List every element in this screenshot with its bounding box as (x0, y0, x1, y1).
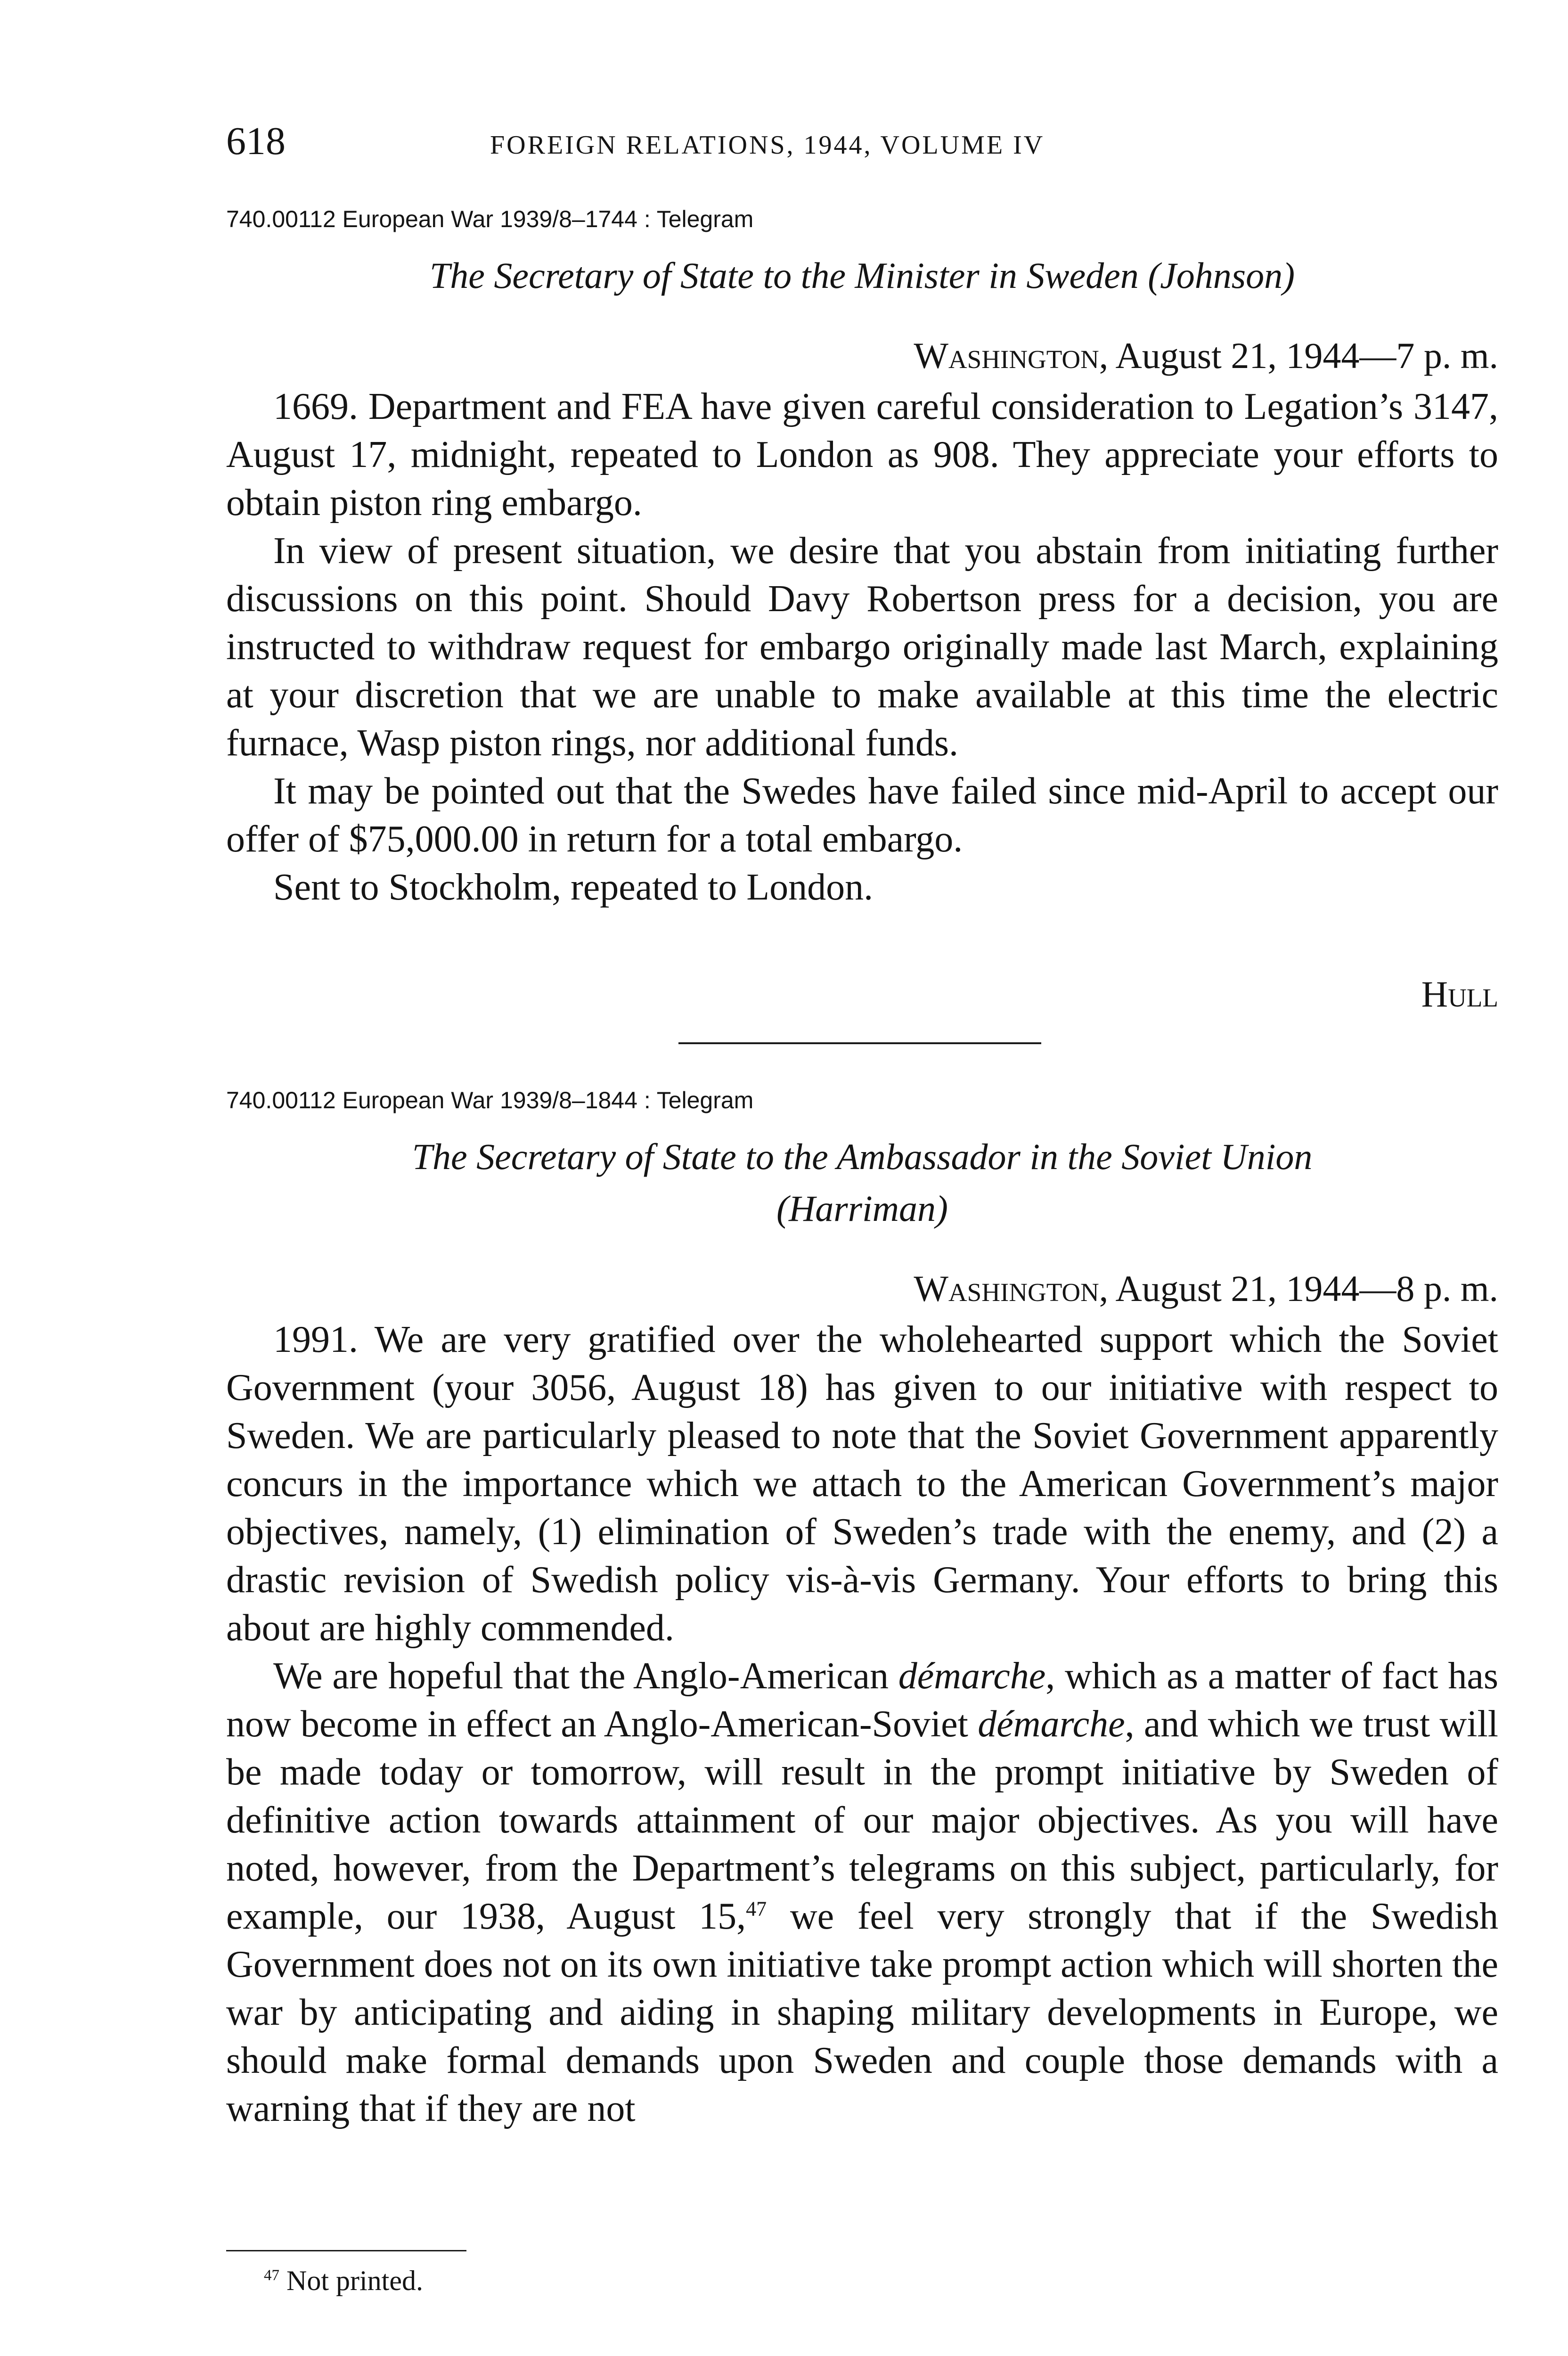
doc2-paragraph-2-part-c: , and which we trust will be made today or tomorrow, will result in the prompt initiative by Sweden of definitive action towards attainment of our major objectives. As you will have noted, however, from the Department’s telegrams on this subject, particularly, for example, our 1938, August 15, (226, 1703, 1498, 1937)
doc2-paragraph-2 (226, 1652, 1498, 2133)
footnote (264, 2262, 423, 2299)
running-title: FOREIGN RELATIONS, 1944, VOLUME IV (490, 131, 1045, 160)
doc2-file-reference: 740.00112 European War 1939/8–1844 : Telegram (226, 1087, 754, 1113)
footnote-reference: 47 (746, 1897, 767, 1921)
doc1-paragraph-4: Sent to Stockholm, repeated to London. (273, 867, 874, 908)
doc2-heading-line-2: (Harriman) (776, 1188, 948, 1229)
doc1-dateline (914, 330, 1498, 382)
page-header (226, 118, 1310, 165)
doc2-dateline-place: Washington (914, 1268, 1099, 1309)
demarche-term: démarche (898, 1655, 1046, 1697)
page-number: 618 (226, 119, 286, 163)
doc1-signature: Hull (1421, 973, 1498, 1014)
demarche-term: démarche (978, 1703, 1125, 1745)
doc2-heading (226, 1131, 1498, 1235)
doc1-paragraph-1: 1669. Department and FEA have given careful consideration to Legation’s 3147, August 17, midnight, repeated to London as 908. They appreciate your efforts to obtain piston ring embargo. (226, 386, 1498, 524)
doc1-dateline-date: , August 21, 1944—7 p. m. (1099, 335, 1498, 376)
section-divider (678, 1042, 1041, 1044)
doc1-file-reference: 740.00112 European War 1939/8–1744 : Telegram (226, 206, 754, 232)
footnote-number: 47 (264, 2267, 279, 2284)
doc2-paragraph-2-part-b: , which as a matter of fact has now become in effect an Anglo-American-Soviet (226, 1655, 1499, 1745)
doc2-dateline (914, 1263, 1498, 1315)
doc2-paragraph-2-part-d: we feel very strongly that if the Swedish Government does not on its own initiative take prompt action which will shorten the war by anticipating and aiding in shaping military developments in Europe, we should make formal demands upon Sweden and couple those demands with a warning that if they are not (226, 1896, 1499, 2129)
doc2-paragraph-2-part-a: We are hopeful that the Anglo-American (273, 1655, 898, 1697)
doc2-body (226, 1316, 1498, 2133)
doc1-paragraph-3: It may be pointed out that the Swedes have failed since mid-April to accept our offer of $75,000.00 in return for a total embargo. (226, 770, 1498, 860)
doc2-heading-line-1: The Secretary of State to the Ambassador in the Soviet Union (412, 1136, 1313, 1177)
doc1-heading: The Secretary of State to the Minister in Sweden (Johnson) (429, 255, 1295, 296)
doc1-body (226, 383, 1498, 911)
footnote-text: Not printed. (279, 2265, 423, 2296)
footnote-divider (226, 2250, 466, 2251)
doc2-dateline-date: , August 21, 1944—8 p. m. (1099, 1268, 1498, 1309)
doc1-dateline-place: Washington (914, 335, 1099, 376)
doc2-paragraph-1: 1991. We are very gratified over the wholehearted support which the Soviet Government (your 3056, August 18) has given to our initiative with respect to Sweden. We are particularly pleased to note that the Soviet Government apparently concurs in the importance which we attach to the American Government’s major objectives, namely, (1) elimination of Sweden’s trade with the enemy, and (2) a drastic revision of Swedish policy vis-à-vis Germany. Your efforts to bring this about are highly commended. (226, 1319, 1498, 1649)
doc1-paragraph-2: In view of present situation, we desire that you abstain from initiating further discussions on this point. Should Davy Robertson press for a decision, you are instructed to withdraw request for embargo originally made last March, explaining at your discretion that we are unable to make available at this time the electric furnace, Wasp piston rings, nor additional funds. (226, 530, 1498, 764)
